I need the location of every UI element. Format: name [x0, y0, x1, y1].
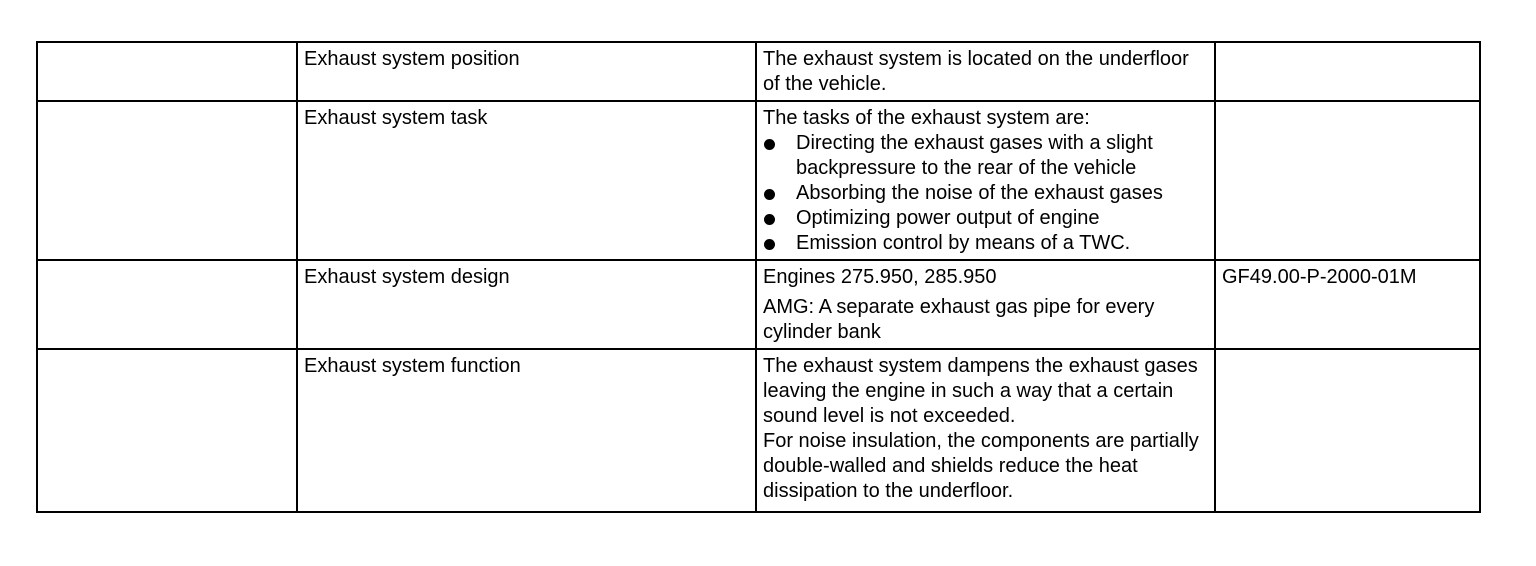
bullet-icon	[764, 189, 775, 200]
description-cell	[756, 101, 1215, 260]
table-row	[37, 349, 1480, 512]
table-row	[37, 260, 1480, 349]
reference-cell	[1215, 101, 1480, 260]
description-cell	[756, 260, 1215, 349]
bullet-icon	[764, 239, 775, 250]
row-label-cell	[37, 101, 297, 260]
list-item-text: Directing the exhaust gases with a slight backpressure to the rear of the vehicle	[796, 132, 1153, 179]
list-item	[763, 206, 1208, 231]
topic-cell: Exhaust system design	[297, 260, 756, 349]
reference-cell	[1215, 42, 1480, 101]
row-label-cell	[37, 349, 297, 512]
list-item	[763, 181, 1208, 206]
table-row	[37, 42, 1480, 101]
amg-note: AMG: A separate exhaust gas pipe for every cylinder bank	[763, 296, 1155, 343]
list-item	[763, 231, 1208, 256]
reference-cell	[1215, 349, 1480, 512]
list-item-text: Emission control by means of a TWC.	[796, 232, 1131, 254]
topic-cell: Exhaust system function	[297, 349, 756, 512]
task-list	[763, 131, 1208, 256]
row-label-cell	[37, 42, 297, 101]
engine-list: Engines 275.950, 285.950	[763, 266, 997, 288]
bullet-icon	[764, 139, 775, 150]
topic-cell: Exhaust system position	[297, 42, 756, 101]
table-row	[37, 101, 1480, 260]
reference-cell: GF49.00-P-2000-01M	[1215, 260, 1480, 349]
description-cell: The exhaust system is located on the underfloor of the vehicle.	[756, 42, 1215, 101]
task-intro: The tasks of the exhaust system are:	[763, 107, 1090, 129]
description-cell	[756, 349, 1215, 512]
row-label-cell	[37, 260, 297, 349]
topic-cell: Exhaust system task	[297, 101, 756, 260]
bullet-icon	[764, 214, 775, 225]
function-paragraph: The exhaust system dampens the exhaust gases leaving the engine in such a way that a certain sound level is not exceeded.	[763, 355, 1198, 427]
list-item-text: Absorbing the noise of the exhaust gases	[796, 182, 1163, 204]
list-item	[763, 131, 1208, 181]
list-item-text: Optimizing power output of engine	[796, 207, 1100, 229]
function-paragraph: For noise insulation, the components are partially double-walled and shields reduce the heat dissipation to the underfloor.	[763, 430, 1199, 502]
exhaust-system-table	[36, 41, 1481, 513]
